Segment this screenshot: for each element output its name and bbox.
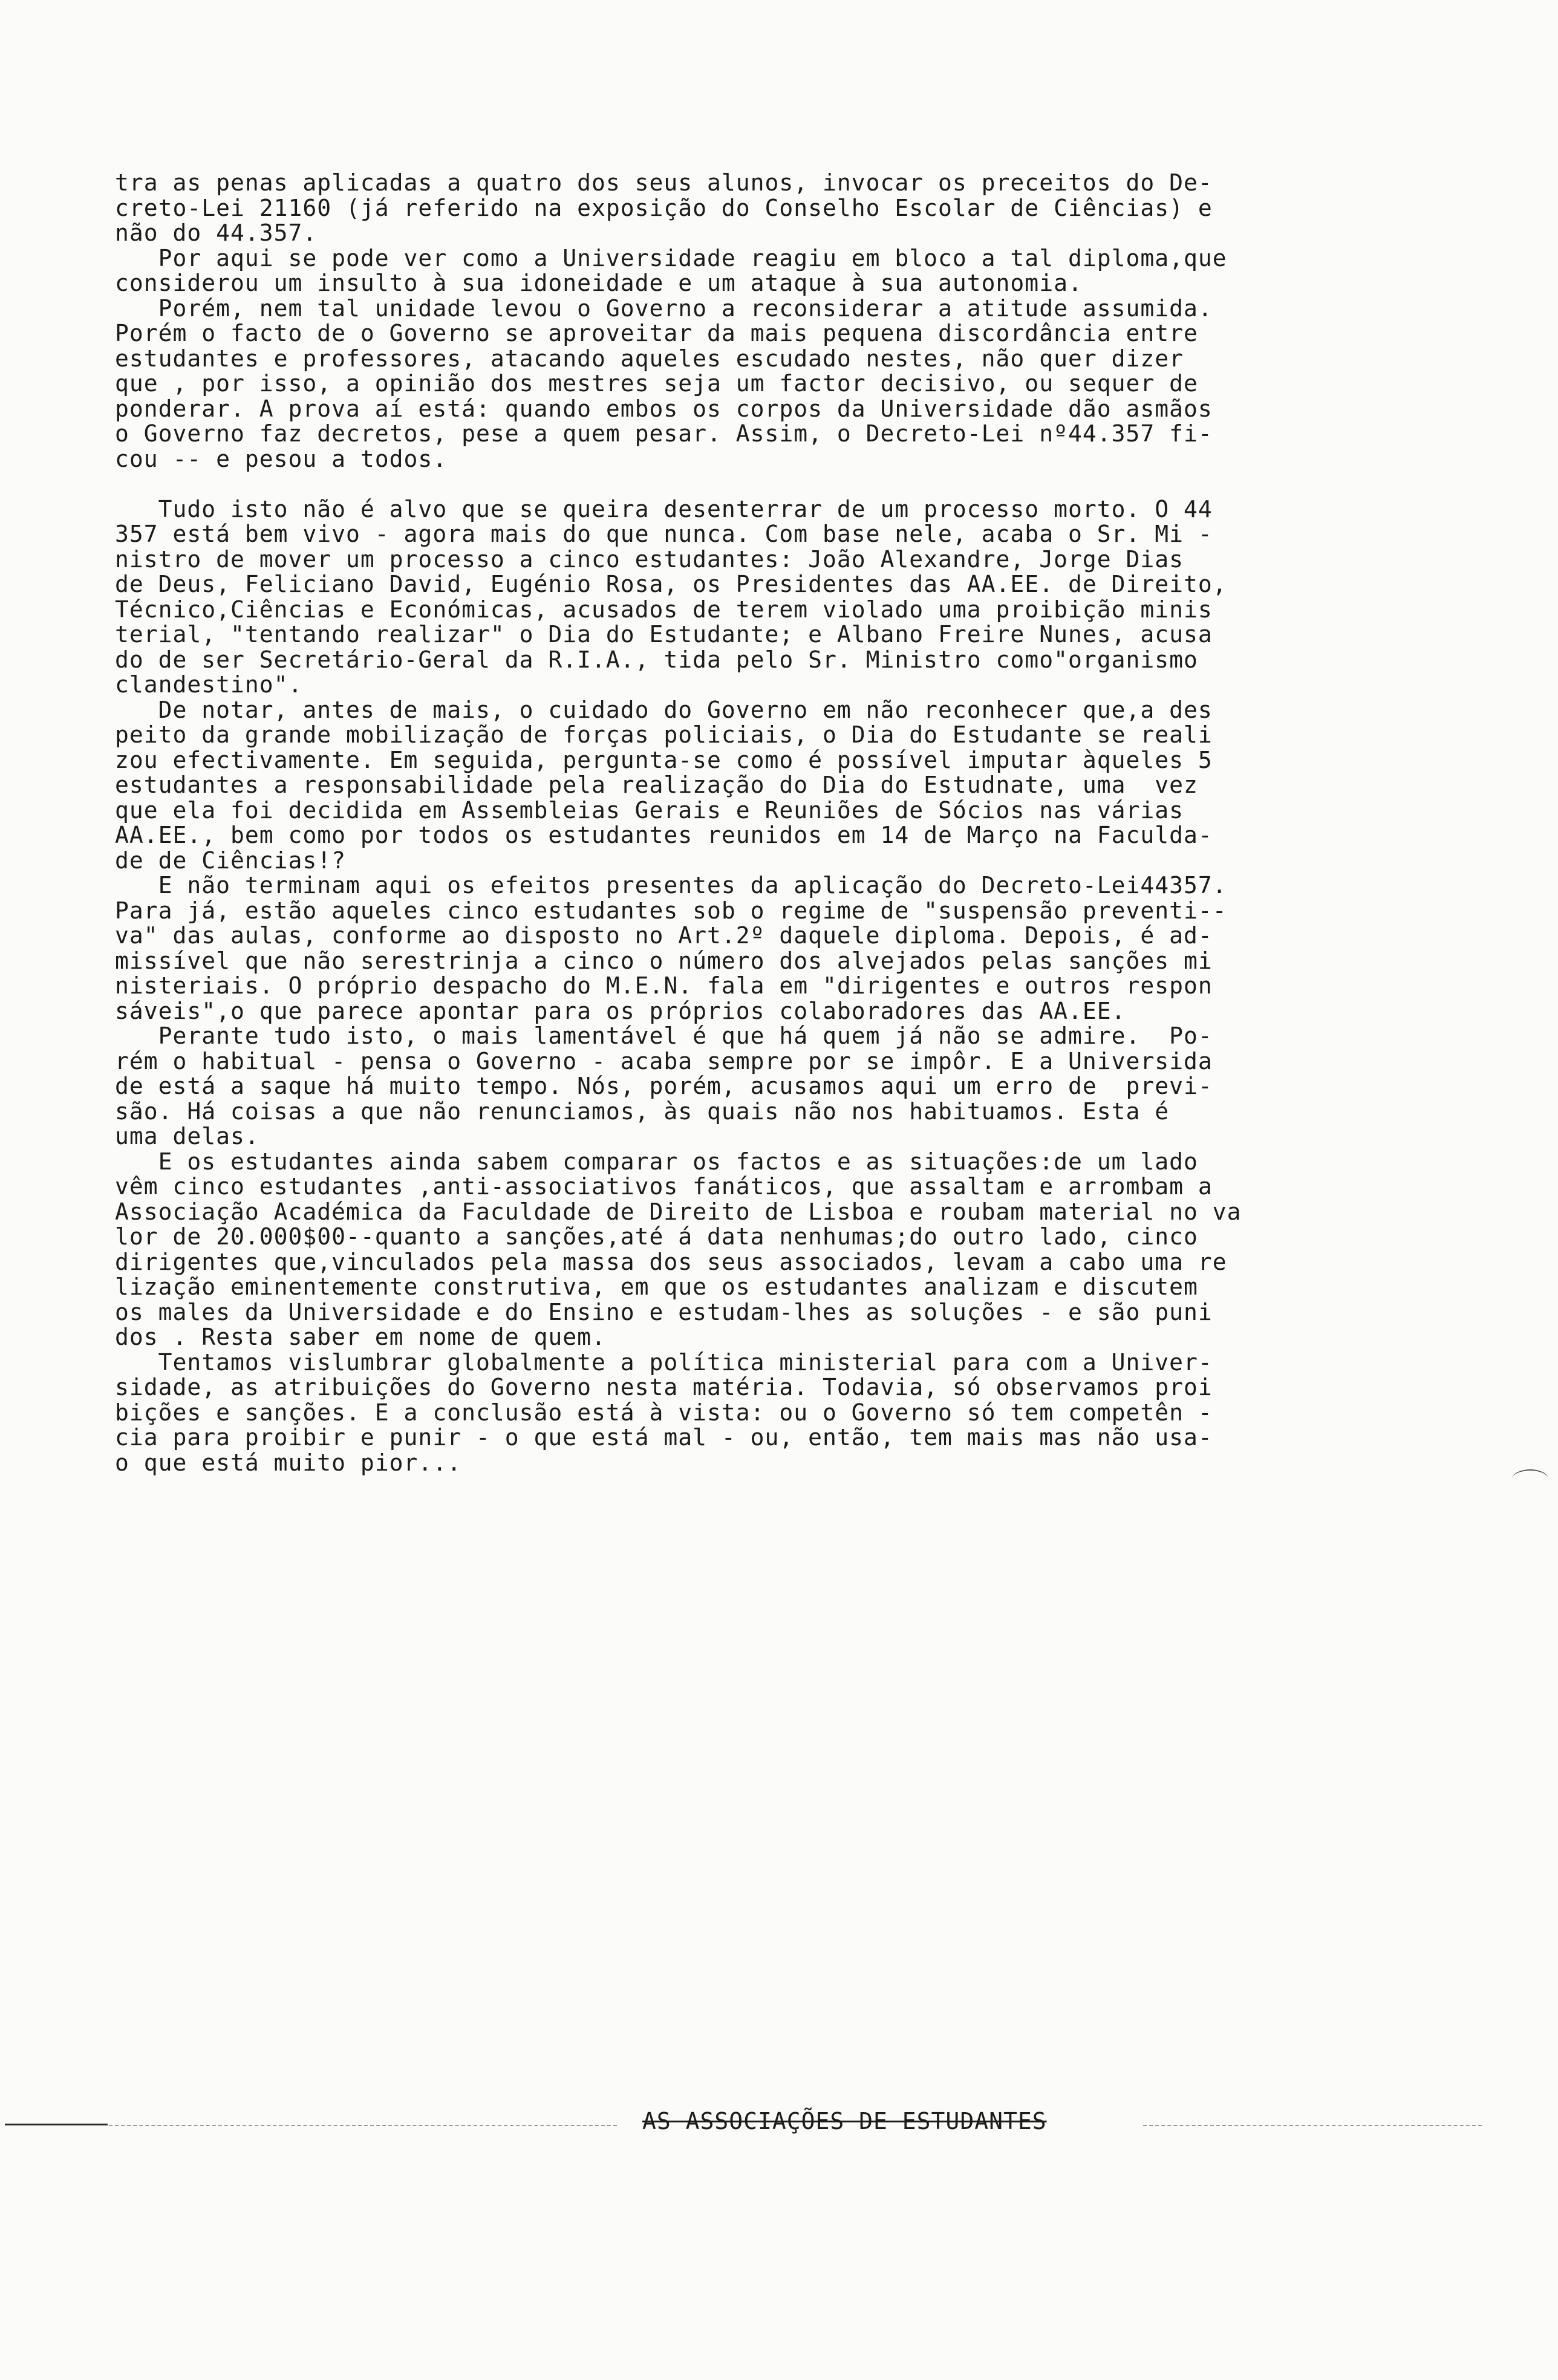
- text-line: nisteriais. O próprio despacho do M.E.N. fala em "dirigentes e outros respon: [115, 972, 1213, 999]
- text-line: cou -- e pesou a todos.: [115, 445, 448, 472]
- text-line: AA.EE., bem como por todos os estudantes reunidos em 14 de Março na Faculda-: [115, 822, 1213, 848]
- text-line: não do 44.357.: [115, 219, 318, 246]
- text-line: que ela foi decidida em Assembleias Gerais e Reuniões de Sócios nas várias: [115, 796, 1184, 824]
- text-line: Para já, estão aqueles cinco estudantes sob o regime de "suspensão preventi--: [115, 897, 1227, 924]
- text-line: sáveis",o que parece apontar para os próprios colaboradores das AA.EE.: [115, 997, 1126, 1024]
- text-line: de Deus, Feliciano David, Eugénio Rosa, os Presidentes das AA.EE. de Direito,: [115, 571, 1227, 597]
- text-line: E não terminam aqui os efeitos presentes da aplicação do Decreto-Lei44357.: [115, 872, 1227, 899]
- text-line: o Governo faz decretos, pese a quem pesar. Assim, o Decreto-Lei nº44.357 fi-: [115, 420, 1213, 447]
- text-line: tra as penas aplicadas a quatro dos seus alunos, invocar os preceitos do De-: [115, 169, 1213, 196]
- text-line: peito da grande mobilização de forças policiais, o Dia do Estudante se reali: [115, 721, 1213, 748]
- text-line: ponderar. A prova aí está: quando embos os corpos da Universidade dão asmãos: [115, 395, 1213, 422]
- text-line: Tentamos vislumbrar globalmente a política ministerial para com a Univer-: [115, 1348, 1213, 1376]
- text-line: nistro de mover um processo a cinco estudantes: João Alexandre, Jorge Dias: [115, 545, 1184, 573]
- text-line: creto-Lei 21160 (já referido na exposição do Conselho Escolar de Ciências) e: [115, 194, 1213, 221]
- text-line: vêm cinco estudantes ,anti-associativos fanáticos, que assaltam e arrombam a: [115, 1173, 1213, 1200]
- signature-rule-middle: [109, 2125, 617, 2126]
- text-line: terial, "tentando realizar" o Dia do Estudante; e Albano Freire Nunes, acusa: [115, 621, 1213, 648]
- text-line: Associação Académica da Faculdade de Direito de Lisboa e roubam material no va: [115, 1198, 1242, 1225]
- text-line: missível que não serestrinja a cinco o número dos alvejados pelas sanções mi: [115, 947, 1213, 974]
- signature-text: AS ASSOCIAÇÕES DE ESTUDANTES: [642, 2108, 1047, 2135]
- text-line: sidade, as atribuições do Governo nesta matéria. Todavia, só observamos proi: [115, 1374, 1213, 1400]
- text-line: Técnico,Ciências e Económicas, acusados de terem violado uma proibição minis: [115, 596, 1213, 623]
- text-line: zou efectivamente. Em seguida, pergunta-se como é possível imputar àqueles 5: [115, 746, 1213, 773]
- text-line: de está a saque há muito tempo. Nós, porém, acusamos aqui um erro de previ-: [115, 1073, 1213, 1099]
- text-line: são. Há coisas a que não renunciamos, às quais não nos habituamos. Esta é: [115, 1097, 1170, 1125]
- text-line: os males da Universidade e do Ensino e estudam-lhes as soluções - e são puni: [115, 1298, 1213, 1325]
- text-line: de de Ciências!?: [115, 847, 347, 874]
- text-line: Por aqui se pode ver como a Universidade reagiu em bloco a tal diploma,que: [115, 244, 1227, 271]
- text-line: clandestino".: [115, 671, 303, 698]
- text-line: estudantes e professores, atacando aqueles escudado nestes, não quer dizer: [115, 345, 1184, 372]
- signature-rule-left: [5, 2124, 108, 2125]
- text-line: o que está muito pior...: [115, 1449, 462, 1476]
- text-line: [115, 472, 1476, 497]
- text-line: que , por isso, a opinião dos mestres seja um factor decisivo, ou sequer de: [115, 370, 1198, 397]
- text-line: cia para proibir e punir - o que está mal - ou, então, tem mais mas não usa-: [115, 1424, 1213, 1451]
- document-body: [115, 171, 1476, 1475]
- text-line: De notar, antes de mais, o cuidado do Governo em não reconhecer que,a des: [115, 696, 1213, 723]
- text-line: estudantes a responsabilidade pela realização do Dia do Estudnate, uma vez: [115, 772, 1198, 798]
- text-line: considerou um insulto à sua idoneidade e um ataque à sua autonomia.: [115, 270, 1083, 296]
- text-line: lização eminentemente construtiva, em que os estudantes analizam e discutem: [115, 1273, 1198, 1300]
- text-line: Porém, nem tal unidade levou o Governo a reconsiderar a atitude assumida.: [115, 294, 1213, 322]
- text-line: uma delas.: [115, 1123, 259, 1149]
- text-line: E os estudantes ainda sabem comparar os factos e as situações:de um lado: [115, 1148, 1198, 1175]
- margin-pen-mark: [1512, 1469, 1548, 1489]
- text-line: do de ser Secretário-Geral da R.I.A., tida pelo Sr. Ministro como"organismo: [115, 646, 1198, 673]
- text-line: 357 está bem vivo - agora mais do que nunca. Com base nele, acaba o Sr. Mi -: [115, 521, 1213, 547]
- text-line: dirigentes que,vinculados pela massa dos seus associados, levam a cabo uma re: [115, 1248, 1227, 1275]
- signature-block: [0, 2103, 1558, 2139]
- signature-rule-right: [1143, 2125, 1482, 2126]
- text-line: rém o habitual - pensa o Governo - acaba sempre por se impôr. E a Universida: [115, 1047, 1213, 1075]
- text-line: bições e sanções. E a conclusão está à vista: ou o Governo só tem competên -: [115, 1399, 1213, 1426]
- text-line: Perante tudo isto, o mais lamentável é que há quem já não se admire. Po-: [115, 1023, 1213, 1049]
- text-line: va" das aulas, conforme ao disposto no Art.2º daquele diploma. Depois, é ad-: [115, 922, 1213, 949]
- text-line: Porém o facto de o Governo se aproveitar da mais pequena discordância entre: [115, 320, 1198, 346]
- text-line: Tudo isto não é alvo que se queira desenterrar de um processo morto. O 44: [115, 495, 1213, 522]
- text-line: lor de 20.000$00--quanto a sanções,até á data nenhumas;do outro lado, cinco: [115, 1223, 1198, 1250]
- text-line: dos . Resta saber em nome de quem.: [115, 1324, 606, 1350]
